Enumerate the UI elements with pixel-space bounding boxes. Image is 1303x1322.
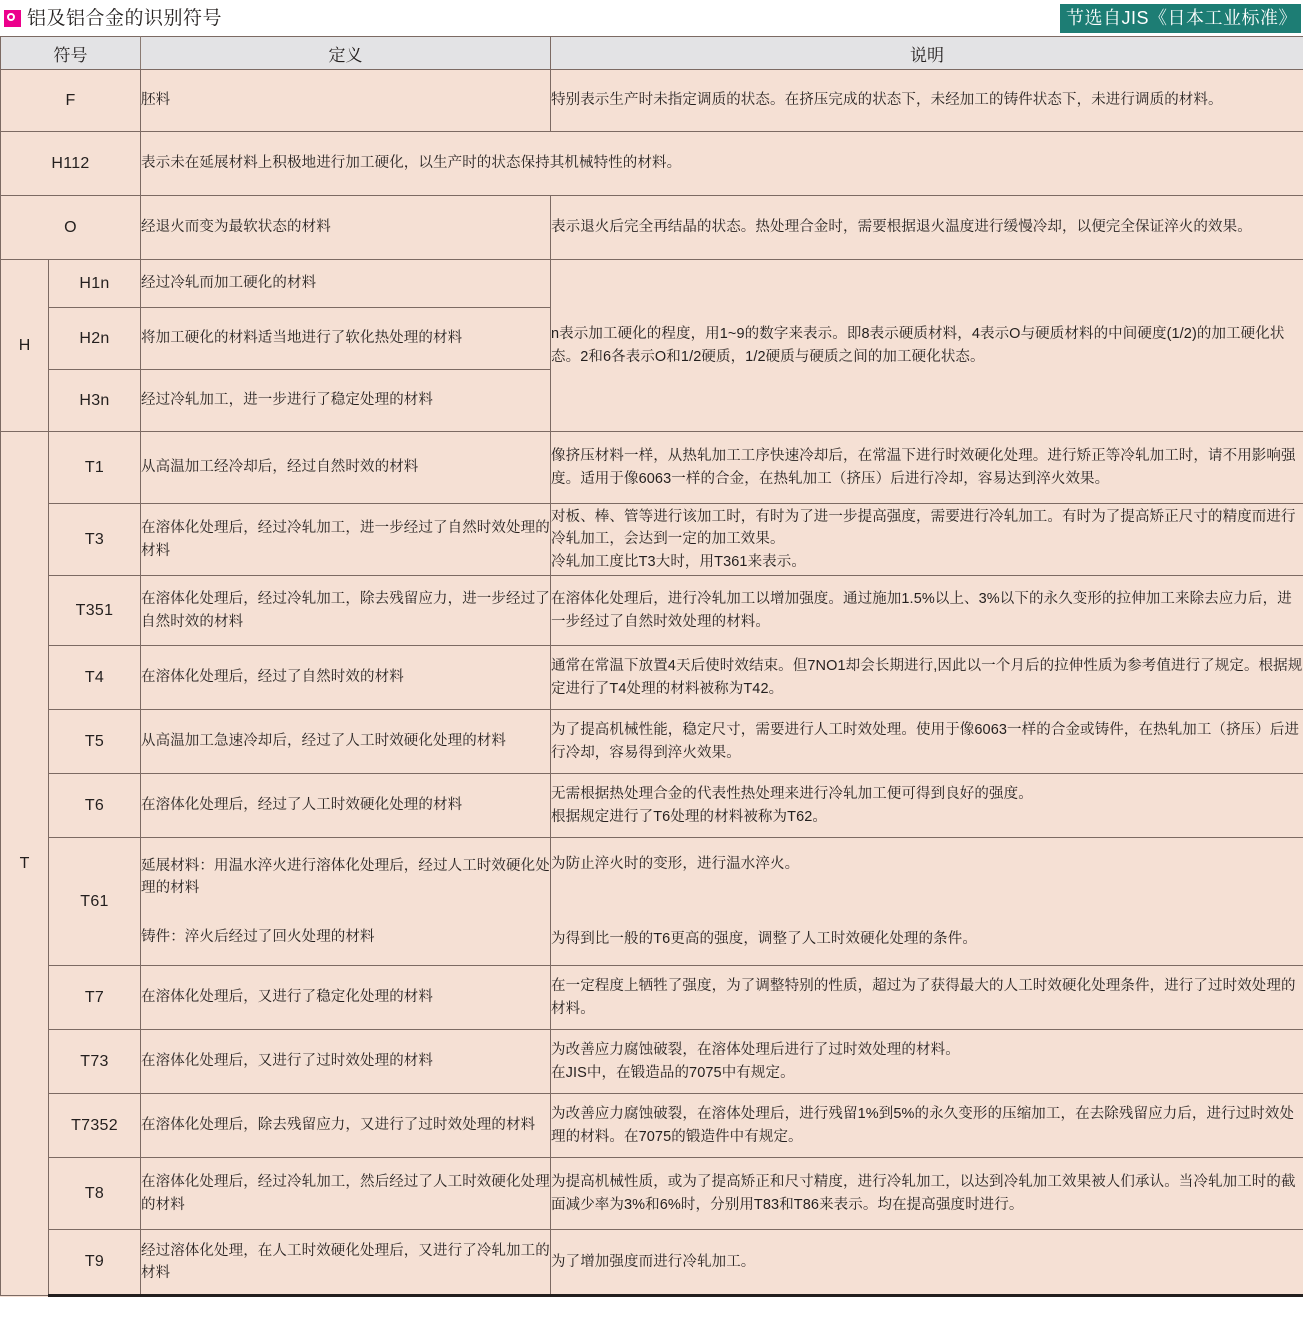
symbol-cell: T351 xyxy=(49,576,141,646)
source-badge: 节选自JIS《日本工业标准》 xyxy=(1060,4,1301,33)
definition-cell: 经过冷轧而加工硬化的材料 xyxy=(141,260,551,308)
definition-cell: 在溶体化处理后，又进行了稳定化处理的材料 xyxy=(141,966,551,1030)
title-left-group xyxy=(4,9,222,28)
definition-part-2: 铸件：淬火后经过了回火处理的材料 xyxy=(141,928,375,945)
group-cell-t: T xyxy=(1,432,49,1296)
symbol-cell: T1 xyxy=(49,432,141,504)
column-header-symbol: 符号 xyxy=(1,37,141,70)
description-cell: 通常在常温下放置4天后使时效结束。但7NO1却会长期进行,因此以一个月后的拉伸性质为参考值进行了规定。根据规定进行了T4处理的材料被称为T42。 xyxy=(551,646,1303,710)
aluminum-symbol-table xyxy=(0,36,1303,1297)
table-row xyxy=(1,1230,1303,1296)
symbol-cell: T7352 xyxy=(49,1094,141,1158)
table-row xyxy=(1,132,1303,196)
table-row xyxy=(1,260,1303,308)
pink-square-circle-icon xyxy=(4,10,21,27)
table-row xyxy=(1,70,1303,132)
definition-cell xyxy=(141,838,551,966)
definition-cell: 从高温加工急速冷却后，经过了人工时效硬化处理的材料 xyxy=(141,710,551,774)
description-line: 对板、棒、管等进行该加工时，有时为了进一步提高强度，需要进行冷轧加工。有时为了提高矫正尺寸的精度而进行冷轧加工，会达到一定的加工效果。 xyxy=(551,508,1296,548)
symbol-cell: H2n xyxy=(49,308,141,370)
definition-cell: 在溶体化处理后，又进行了过时效处理的材料 xyxy=(141,1030,551,1094)
symbol-cell: H1n xyxy=(49,260,141,308)
description-line: 无需根据热处理合金的代表性热处理来进行冷轧加工便可得到良好的强度。 xyxy=(551,786,1033,803)
table-row xyxy=(1,1158,1303,1230)
table-row xyxy=(1,1094,1303,1158)
table-row xyxy=(1,1030,1303,1094)
symbol-cell: F xyxy=(1,70,141,132)
symbol-cell: T7 xyxy=(49,966,141,1030)
description-cell xyxy=(551,504,1303,576)
symbol-cell: T73 xyxy=(49,1030,141,1094)
definition-cell: 在溶体化处理后，经过冷轧加工，然后经过了人工时效硬化处理的材料 xyxy=(141,1158,551,1230)
description-part-1: 为防止淬火时的变形，进行温水淬火。 xyxy=(551,856,800,873)
table-row xyxy=(1,774,1303,838)
group-cell-h: H xyxy=(1,260,49,432)
definition-cell: 经过溶体化处理，在人工时效硬化处理后，又进行了冷轧加工的材料 xyxy=(141,1230,551,1296)
definition-cell: 在溶体化处理后，经过冷轧加工，进一步经过了自然时效处理的材料 xyxy=(141,504,551,576)
description-line: 在JIS中，在锻造品的7075中有规定。 xyxy=(551,1064,795,1081)
definition-cell: 将加工硬化的材料适当地进行了软化热处理的材料 xyxy=(141,308,551,370)
description-line: 为改善应力腐蚀破裂，在溶体处理后进行了过时效处理的材料。 xyxy=(551,1042,960,1059)
symbol-cell: T9 xyxy=(49,1230,141,1296)
definition-cell: 在溶体化处理后，经过了自然时效的材料 xyxy=(141,646,551,710)
definition-cell: 经过冷轧加工，进一步进行了稳定处理的材料 xyxy=(141,370,551,432)
symbol-cell: T5 xyxy=(49,710,141,774)
table-row xyxy=(1,838,1303,966)
description-cell: 为了提高机械性能，稳定尺寸，需要进行人工时效处理。使用于像6063一样的合金或铸件，在热轧加工（挤压）后进行冷却，容易得到淬火效果。 xyxy=(551,710,1303,774)
page-title: 铝及铝合金的识别符号 xyxy=(27,7,223,29)
description-cell: 在溶体化处理后，进行冷轧加工以增加强度。通过施加1.5%以上、3%以下的永久变形的拉伸加工来除去应力后，进一步经过了自然时效处理的材料。 xyxy=(551,576,1303,646)
symbol-cell: H3n xyxy=(49,370,141,432)
definition-cell: 表示未在延展材料上积极地进行加工硬化，以生产时的状态保持其机械特性的材料。 xyxy=(141,132,1303,196)
symbol-cell: T61 xyxy=(49,838,141,966)
table-row xyxy=(1,710,1303,774)
column-header-definition: 定义 xyxy=(141,37,551,70)
description-part-2: 为得到比一般的T6更高的强度，调整了人工时效硬化处理的条件。 xyxy=(551,930,977,947)
definition-cell: 胚料 xyxy=(141,70,551,132)
description-cell: 为改善应力腐蚀破裂，在溶体处理后，进行残留1%到5%的永久变形的压缩加工，在去除残留应力后，进行过时效处理的材料。在7075的锻造件中有规定。 xyxy=(551,1094,1303,1158)
table-row xyxy=(1,966,1303,1030)
description-cell: 在一定程度上牺牲了强度，为了调整特别的性质，超过为了获得最大的人工时效硬化处理条件，进行了过时效处理的材料。 xyxy=(551,966,1303,1030)
symbol-cell: T8 xyxy=(49,1158,141,1230)
definition-cell: 经退火而变为最软状态的材料 xyxy=(141,196,551,260)
description-line: 根据规定进行了T6处理的材料被称为T62。 xyxy=(551,808,828,825)
description-cell: 为了增加强度而进行冷轧加工。 xyxy=(551,1230,1303,1296)
definition-cell: 在溶体化处理后，经过冷轧加工，除去残留应力，进一步经过了自然时效的材料 xyxy=(141,576,551,646)
description-cell: 特别表示生产时未指定调质的状态。在挤压完成的状态下，未经加工的铸件状态下，未进行调质的材料。 xyxy=(551,70,1303,132)
definition-cell: 从高温加工经冷却后，经过自然时效的材料 xyxy=(141,432,551,504)
symbol-cell: T4 xyxy=(49,646,141,710)
description-line: 冷轧加工度比T3大时，用T361来表示。 xyxy=(551,553,806,570)
description-cell: 表示退火后完全再结晶的状态。热处理合金时，需要根据退火温度进行缓慢冷却，以便完全保证淬火的效果。 xyxy=(551,196,1303,260)
column-header-description: 说明 xyxy=(551,37,1303,70)
definition-cell: 在溶体化处理后，除去残留应力，又进行了过时效处理的材料 xyxy=(141,1094,551,1158)
table-row xyxy=(1,576,1303,646)
definition-part-1: 延展材料：用温水淬火进行溶体化处理后，经过人工时效硬化处理的材料 xyxy=(141,857,550,897)
table-row xyxy=(1,504,1303,576)
description-cell: 为提高机械性质，或为了提高矫正和尺寸精度，进行冷轧加工，以达到冷轧加工效果被人们承认。当冷轧加工时的截面减少率为3%和6%时，分别用T83和T86来表示。均在提高强度时进行。 xyxy=(551,1158,1303,1230)
table-row xyxy=(1,196,1303,260)
description-cell xyxy=(551,838,1303,966)
symbol-cell: T3 xyxy=(49,504,141,576)
symbol-cell: O xyxy=(1,196,141,260)
description-cell xyxy=(551,1030,1303,1094)
table-header-row xyxy=(1,37,1303,70)
description-cell: 像挤压材料一样，从热轧加工工序快速冷却后，在常温下进行时效硬化处理。进行矫正等冷轧加工时，请不用影响强度。适用于像6063一样的合金，在热轧加工（挤压）后进行冷却，容易达到淬火效果。 xyxy=(551,432,1303,504)
symbol-cell: T6 xyxy=(49,774,141,838)
symbol-cell: H112 xyxy=(1,132,141,196)
description-cell: n表示加工硬化的程度，用1~9的数字来表示。即8表示硬质材料，4表示O与硬质材料的中间硬度(1/2)的加工硬化状态。2和6各表示O和1/2硬质，1/2硬质与硬质之间的加工硬化状态。 xyxy=(551,260,1303,432)
definition-cell: 在溶体化处理后，经过了人工时效硬化处理的材料 xyxy=(141,774,551,838)
title-bar xyxy=(0,0,1303,36)
description-cell xyxy=(551,774,1303,838)
table-row xyxy=(1,646,1303,710)
table-row xyxy=(1,432,1303,504)
